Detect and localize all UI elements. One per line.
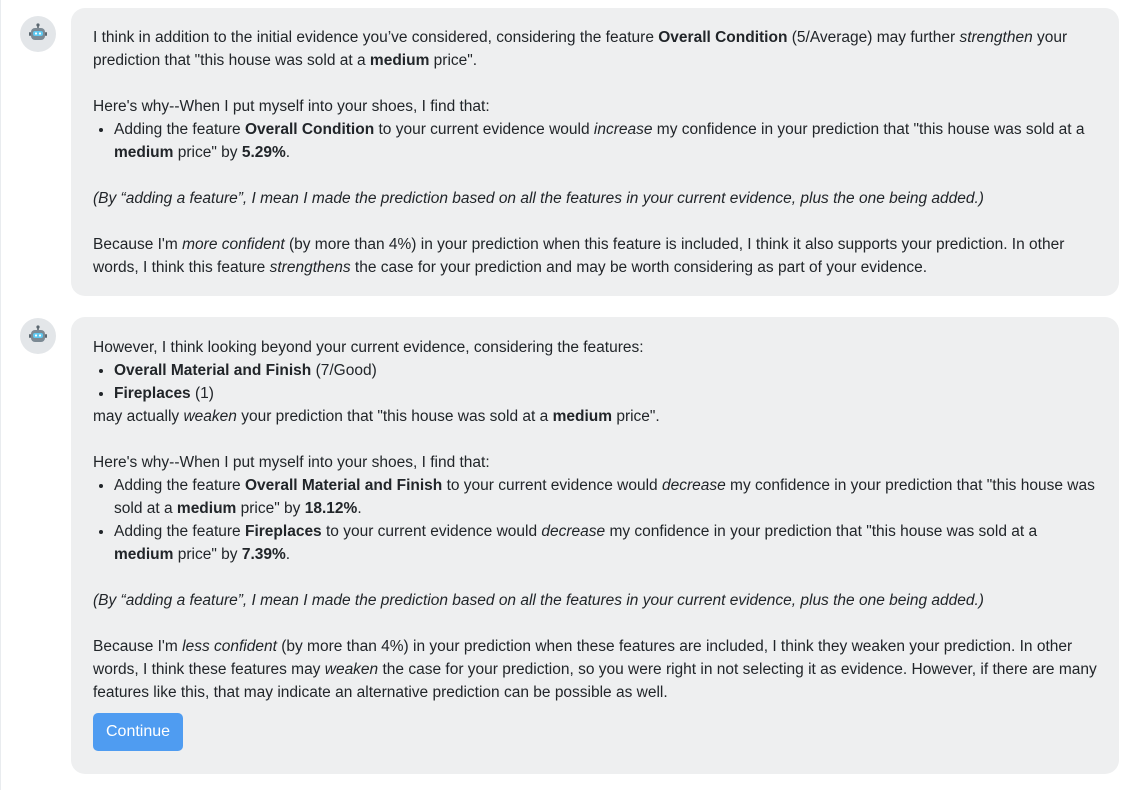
message-2-effect: may actually weaken your prediction that "this house was sold at a medium price".: [93, 408, 660, 425]
message-2-why: Here's why--When I put myself into your shoes, I find that:: [93, 454, 490, 471]
list-item: • Overall Material and Finish (7/Good): [114, 359, 1099, 382]
message-bubble-1: [71, 8, 1119, 296]
message-1-bullets: [93, 118, 1099, 164]
message-1-conclusion: Because I'm more confident (by more than 4%) in your prediction when this feature is included, I think it also supports your prediction. In other words, I think this feature strengthens the case for your prediction and may be worth considering as part of your evidence.: [93, 236, 1065, 276]
confidence-change: 5.29%: [241, 144, 286, 161]
list-item: • Fireplaces (1): [114, 382, 1099, 405]
message-2-conclusion: Because I'm less confident (by more than 4%) in your prediction when these features are included, I think they weaken your prediction. In other words, I think these features may weaken the case for your prediction, so you were right in not selecting it as evidence. However, if there are many features like this, that may indicate an alternative prediction can be possible as well.: [93, 638, 1097, 701]
message-2-note: (By “adding a feature”, I mean I made the prediction based on all the features in your current evidence, plus the one being added.): [93, 592, 984, 609]
confidence-change: 18.12%: [304, 500, 358, 517]
feature-list: [93, 359, 1099, 405]
message-1-why: Here's why--When I put myself into your shoes, I find that:: [93, 98, 490, 115]
continue-button[interactable]: Continue: [93, 713, 183, 751]
message-2-intro: However, I think looking beyond your current evidence, considering the features:: [93, 339, 644, 356]
feature-name: Overall Condition: [658, 29, 788, 46]
list-item: • Adding the feature Fireplaces to your current evidence would decrease my confidence in your prediction that "this house was sold at a medium price" by 7.39%.: [114, 520, 1099, 566]
message-bubble-2: [71, 317, 1119, 774]
bot-avatar: [20, 16, 56, 52]
message-2-bullets: [93, 474, 1099, 566]
list-item: • Adding the feature Overall Material and Finish to your current evidence would decrease my confidence in your prediction that "this house was sold at a medium price" by 18.12%.: [114, 474, 1099, 520]
robot-icon: [28, 325, 48, 345]
left-divider: [0, 0, 1, 790]
bot-avatar: [20, 318, 56, 354]
robot-icon: [28, 23, 48, 43]
message-1-intro: I think in addition to the initial evidence you’ve considered, considering the feature Overall Condition (5/Average) may further strengthen your prediction that "this house was sold at a medium price".: [93, 29, 1068, 69]
list-item: • Adding the feature Overall Condition to your current evidence would increase my confidence in your prediction that "this house was sold at a medium price" by 5.29%.: [114, 118, 1099, 164]
message-1-note: (By “adding a feature”, I mean I made the prediction based on all the features in your current evidence, plus the one being added.): [93, 190, 984, 207]
confidence-change: 7.39%: [241, 546, 286, 563]
